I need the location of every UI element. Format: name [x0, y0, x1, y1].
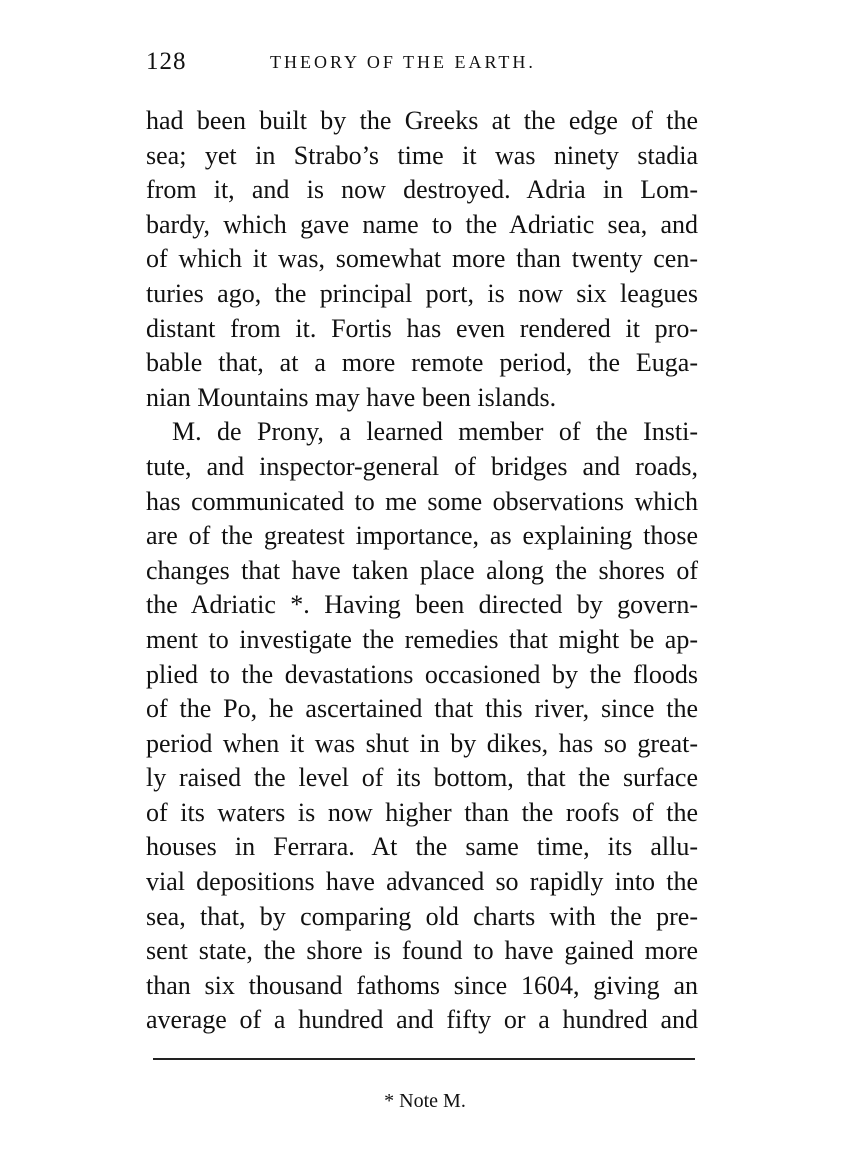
text-line: than six thousand fathoms since 1604, giving an — [146, 970, 698, 1000]
text-line: tute, and inspector-general of bridges and roads, — [146, 451, 698, 481]
running-head: THEORY OF THE EARTH. — [270, 52, 536, 72]
text-line: has communicated to me some observations which — [146, 486, 698, 516]
text-line: of its waters is now higher than the roofs of the — [146, 797, 698, 827]
text-line: the Adriatic *. Having been directed by govern- — [146, 590, 698, 620]
footnote: * Note M. — [384, 1090, 466, 1112]
page-number: 128 — [146, 48, 187, 75]
paragraph-end-line: nian Mountains may have been islands. — [146, 382, 557, 412]
text-line: sea; yet in Strabo’s time it was ninety stadia — [146, 140, 698, 170]
text-line: average of a hundred and fifty or a hundred and — [146, 1005, 698, 1035]
text-line: bable that, at a more remote period, the Euga- — [146, 348, 698, 378]
paragraph-start-line: M. de Prony, a learned member of the Insti- — [172, 417, 698, 447]
text-line: from it, and is now destroyed. Adria in Lom- — [146, 175, 698, 205]
text-line: are of the greatest importance, as explaining those — [146, 521, 698, 551]
body-text — [146, 104, 698, 1038]
text-line: of the Po, he ascertained that this river, since the — [146, 694, 698, 724]
text-line: of which it was, somewhat more than twenty cen- — [146, 244, 698, 274]
text-line: period when it was shut in by dikes, has so great- — [146, 728, 698, 758]
text-line: ment to investigate the remedies that might be ap- — [146, 624, 698, 654]
text-line: plied to the devastations occasioned by the floods — [146, 659, 698, 689]
text-line: distant from it. Fortis has even rendered it pro- — [146, 313, 698, 343]
page-header — [146, 48, 706, 82]
text-line: vial depositions have advanced so rapidly into the — [146, 867, 698, 897]
text-line: ly raised the level of its bottom, that the surface — [146, 763, 698, 793]
text-line: houses in Ferrara. At the same time, its allu- — [146, 832, 698, 862]
text-line: turies ago, the principal port, is now six leagues — [146, 278, 698, 308]
text-line: changes that have taken place along the shores of — [146, 555, 698, 585]
footnote-rule — [153, 1058, 695, 1060]
text-line: bardy, which gave name to the Adriatic sea, and — [146, 209, 698, 239]
text-line: sea, that, by comparing old charts with the pre- — [146, 901, 698, 931]
text-line: sent state, the shore is found to have gained more — [146, 936, 698, 966]
text-line: had been built by the Greeks at the edge of the — [146, 106, 698, 135]
